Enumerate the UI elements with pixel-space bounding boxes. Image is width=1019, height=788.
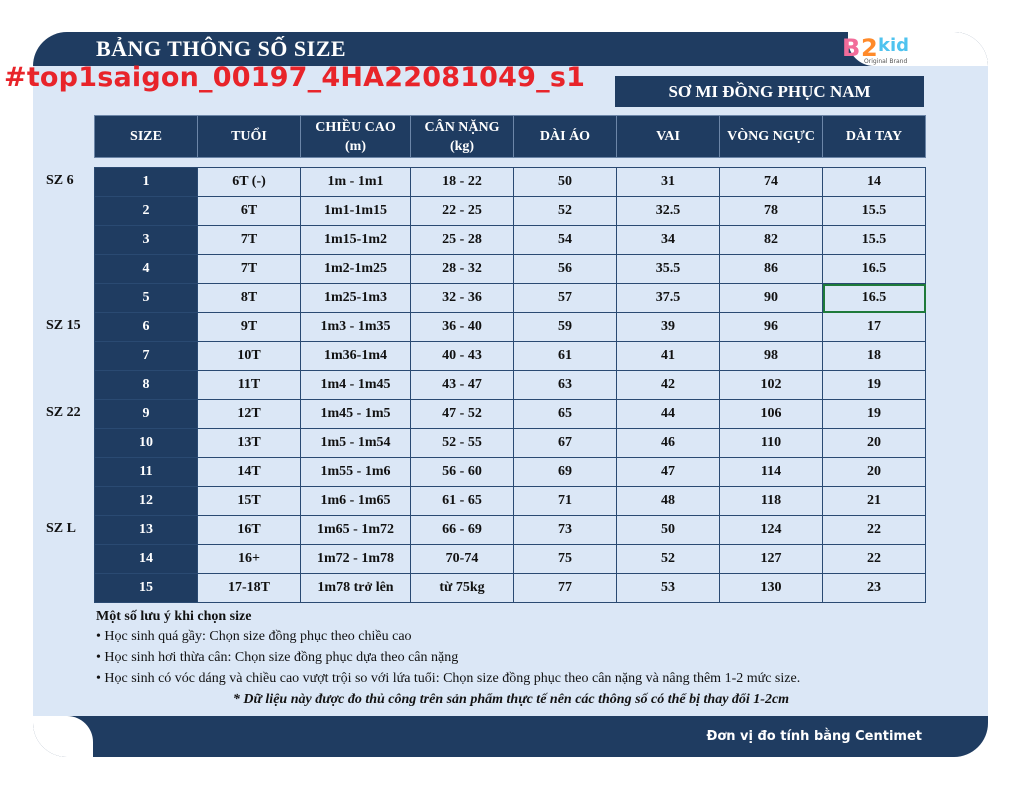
table-cell: 15.5 [823,197,926,226]
table-cell: 47 - 52 [411,400,514,429]
table-cell: 37.5 [617,284,720,313]
table-cell: 6T (-) [198,168,301,197]
table-cell: 44 [617,400,720,429]
table-row [95,545,926,574]
table-cell: 1m1-1m15 [301,197,411,226]
column-header-label: CÂN NẶNG [424,119,500,135]
note-item: • Học sinh quá gầy: Chọn size đồng phục theo chiều cao [96,629,412,644]
table-cell: 1m3 - 1m35 [301,313,411,342]
column-header [514,116,617,158]
notes-section [96,607,926,689]
table-cell: 124 [720,516,823,545]
table-cell: 7T [198,226,301,255]
column-header [301,116,411,158]
table-cell: 50 [514,168,617,197]
table-cell: 1m4 - 1m45 [301,371,411,400]
table-cell: 25 - 28 [411,226,514,255]
size-cell: 2 [95,197,198,226]
brand-tagline: Original Brand [864,58,908,65]
table-cell: 106 [720,400,823,429]
table-cell: 59 [514,313,617,342]
size-group-label: SZ 15 [46,318,81,333]
column-header-label: CHIỀU CAO [315,119,396,135]
table-cell: 53 [617,574,720,603]
table-cell: 63 [514,371,617,400]
size-cell: 4 [95,255,198,284]
column-header-unit: (kg) [449,138,475,154]
table-row [95,284,926,313]
size-group-label: SZ 22 [46,405,81,420]
table-cell: 19 [823,400,926,429]
notes-title: Một số lưu ý khi chọn size [96,609,252,624]
column-header-unit: (m) [345,138,366,154]
table-cell: 10T [198,342,301,371]
table-cell: 65 [514,400,617,429]
table-cell: 32.5 [617,197,720,226]
table-cell: 14 [823,168,926,197]
table-cell: 31 [617,168,720,197]
table-cell: 34 [617,226,720,255]
note-item: • Học sinh có vóc dáng và chiều cao vượt trội so với lứa tuổi: Chọn size đồng phục theo cân nặng và nâng thêm 1-2 mức size. [96,671,801,686]
table-row [95,574,926,603]
table-cell: 102 [720,371,823,400]
table-cell: 16T [198,516,301,545]
table-cell: 130 [720,574,823,603]
table-cell: 1m6 - 1m65 [301,487,411,516]
size-cell: 8 [95,371,198,400]
brand-logo: B 2 kid Original Brand [842,34,910,65]
table-cell: 41 [617,342,720,371]
table-cell: 67 [514,429,617,458]
page-title: BẢNG THÔNG SỐ SIZE [96,36,347,61]
column-header-label: SIZE [130,129,162,144]
table-cell: 1m15-1m2 [301,226,411,255]
table-cell: 17-18T [198,574,301,603]
table-cell: 32 - 36 [411,284,514,313]
table-cell: 52 - 55 [411,429,514,458]
table-cell: 19 [823,371,926,400]
disclaimer-text: * Dữ liệu này được đo thủ công trên sản phẩm thực tế nên các thông số có thể bị thay đổi 1-2cm [232,692,790,707]
table-cell: 40 - 43 [411,342,514,371]
table-cell: 22 [823,516,926,545]
column-header-label: DÀI ÁO [539,129,591,144]
table-cell: 82 [720,226,823,255]
table-cell: 23 [823,574,926,603]
table-cell: 18 - 22 [411,168,514,197]
size-cell: 1 [95,168,198,197]
table-cell: 77 [514,574,617,603]
table-cell: 90 [720,284,823,313]
table-cell: 71 [514,487,617,516]
size-table-header [94,115,926,158]
table-cell: 9T [198,313,301,342]
size-cell: 13 [95,516,198,545]
table-cell: 52 [617,545,720,574]
size-cell: 12 [95,487,198,516]
size-cell: 14 [95,545,198,574]
column-header-label: DÀI TAY [845,129,903,144]
size-cell: 15 [95,574,198,603]
table-row [95,313,926,342]
table-cell: 20 [823,429,926,458]
table-cell: 1m - 1m1 [301,168,411,197]
table-cell: 7T [198,255,301,284]
table-cell: 16+ [198,545,301,574]
size-group-label: SZ L [46,521,76,536]
column-header-label: VÒNG NGỰC [727,129,815,144]
table-cell: 54 [514,226,617,255]
table-cell: 52 [514,197,617,226]
table-cell: 1m2-1m25 [301,255,411,284]
size-group-label: SZ 6 [46,173,74,188]
table-cell: 110 [720,429,823,458]
table-cell: 50 [617,516,720,545]
table-cell: 11T [198,371,301,400]
table-cell: 12T [198,400,301,429]
size-cell: 5 [95,284,198,313]
table-cell: 96 [720,313,823,342]
table-cell: 16.5 [823,284,926,313]
size-cell: 11 [95,458,198,487]
column-header [617,116,720,158]
size-cell: 9 [95,400,198,429]
table-cell: 1m72 - 1m78 [301,545,411,574]
table-cell: 14T [198,458,301,487]
table-row [95,226,926,255]
table-cell: 57 [514,284,617,313]
table-cell: 36 - 40 [411,313,514,342]
column-header [720,116,823,158]
table-row [95,342,926,371]
table-cell: 1m25-1m3 [301,284,411,313]
table-cell: 70-74 [411,545,514,574]
table-cell: 15.5 [823,226,926,255]
table-cell: 78 [720,197,823,226]
table-cell: 47 [617,458,720,487]
table-cell: 46 [617,429,720,458]
table-cell: 1m5 - 1m54 [301,429,411,458]
table-cell: từ 75kg [411,574,514,603]
note-item: • Học sinh hơi thừa cân: Chọn size đồng phục dựa theo cân nặng [96,650,459,665]
table-cell: 15T [198,487,301,516]
table-cell: 61 - 65 [411,487,514,516]
column-header [411,116,514,158]
table-row [95,429,926,458]
table-cell: 66 - 69 [411,516,514,545]
table-row [95,255,926,284]
table-cell: 18 [823,342,926,371]
table-cell: 17 [823,313,926,342]
column-header [823,116,926,158]
table-cell: 8T [198,284,301,313]
table-cell: 127 [720,545,823,574]
column-header-label: TUỔI [231,129,267,144]
table-cell: 1m78 trở lên [301,574,411,603]
table-cell: 39 [617,313,720,342]
table-cell: 114 [720,458,823,487]
table-cell: 118 [720,487,823,516]
size-cell: 3 [95,226,198,255]
size-cell: 6 [95,313,198,342]
table-cell: 13T [198,429,301,458]
footer-unit-note: Đơn vị đo tính bằng Centimet [706,729,922,744]
size-table [94,167,926,603]
table-cell: 48 [617,487,720,516]
table-cell: 1m36-1m4 [301,342,411,371]
table-cell: 1m55 - 1m6 [301,458,411,487]
column-header-label: VAI [656,129,680,144]
table-cell: 42 [617,371,720,400]
table-cell: 35.5 [617,255,720,284]
table-cell: 1m65 - 1m72 [301,516,411,545]
table-cell: 86 [720,255,823,284]
table-row [95,487,926,516]
table-row [95,400,926,429]
table-row [95,197,926,226]
table-cell: 73 [514,516,617,545]
column-header [198,116,301,158]
table-cell: 69 [514,458,617,487]
table-row [95,371,926,400]
table-cell: 98 [720,342,823,371]
table-row [95,516,926,545]
table-cell: 56 - 60 [411,458,514,487]
table-cell: 61 [514,342,617,371]
table-cell: 20 [823,458,926,487]
table-cell: 1m45 - 1m5 [301,400,411,429]
column-header [95,116,198,158]
table-cell: 75 [514,545,617,574]
size-cell: 10 [95,429,198,458]
table-cell: 74 [720,168,823,197]
size-cell: 7 [95,342,198,371]
product-title: SƠ MI ĐỒNG PHỤC NAM [615,76,924,107]
watermark-text: #top1saigon_00197_4HA22081049_s1 [4,62,586,93]
table-cell: 6T [198,197,301,226]
table-cell: 16.5 [823,255,926,284]
table-cell: 22 [823,545,926,574]
table-row [95,458,926,487]
table-cell: 28 - 32 [411,255,514,284]
table-cell: 56 [514,255,617,284]
table-cell: 22 - 25 [411,197,514,226]
table-cell: 43 - 47 [411,371,514,400]
table-cell: 21 [823,487,926,516]
table-row [95,168,926,197]
